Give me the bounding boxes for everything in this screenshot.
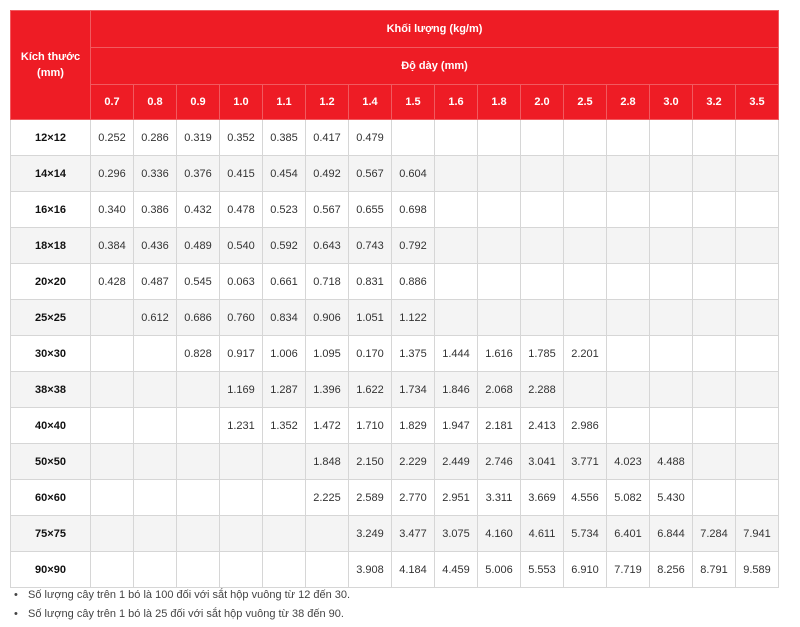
size-cell: 50×50 <box>11 444 91 480</box>
weight-cell <box>564 228 607 264</box>
weight-cell: 0.545 <box>177 264 220 300</box>
weight-cell: 0.604 <box>392 156 435 192</box>
weight-cell: 1.095 <box>306 336 349 372</box>
weight-cell: 0.417 <box>306 120 349 156</box>
weight-cell <box>650 336 693 372</box>
weight-cell: 7.284 <box>693 516 736 552</box>
weight-cell <box>564 192 607 228</box>
weight-cell: 2.288 <box>521 372 564 408</box>
thickness-cell: 3.5 <box>736 85 779 120</box>
weight-cell <box>650 228 693 264</box>
weight-cell <box>478 300 521 336</box>
weight-cell: 0.319 <box>177 120 220 156</box>
weight-cell <box>220 552 263 588</box>
thickness-cell: 1.4 <box>349 85 392 120</box>
weight-cell: 0.340 <box>91 192 134 228</box>
weight-cell <box>736 336 779 372</box>
weight-cell: 2.746 <box>478 444 521 480</box>
weight-cell: 9.589 <box>736 552 779 588</box>
weight-cell: 2.413 <box>521 408 564 444</box>
weight-cell <box>650 192 693 228</box>
weight-cell <box>134 516 177 552</box>
weight-cell <box>607 264 650 300</box>
weight-cell <box>607 336 650 372</box>
weight-cell <box>607 408 650 444</box>
weight-cell <box>134 444 177 480</box>
size-cell: 38×38 <box>11 372 91 408</box>
weight-cell: 4.023 <box>607 444 650 480</box>
weight-cell <box>693 264 736 300</box>
weight-cell <box>134 552 177 588</box>
weight-cell <box>134 372 177 408</box>
table-row <box>11 552 779 588</box>
weight-cell <box>650 120 693 156</box>
weight-cell <box>650 300 693 336</box>
size-cell: 16×16 <box>11 192 91 228</box>
weight-cell: 0.432 <box>177 192 220 228</box>
weight-cell: 3.075 <box>435 516 478 552</box>
weight-cell: 0.834 <box>263 300 306 336</box>
weight-cell <box>435 300 478 336</box>
thickness-header: Độ dày (mm) <box>91 48 779 85</box>
weight-cell: 1.375 <box>392 336 435 372</box>
size-cell: 12×12 <box>11 120 91 156</box>
thickness-cell: 0.8 <box>134 85 177 120</box>
weight-cell: 0.906 <box>306 300 349 336</box>
weight-cell <box>564 300 607 336</box>
weight-cell <box>693 120 736 156</box>
weight-cell <box>736 372 779 408</box>
weight-cell <box>220 444 263 480</box>
table-row <box>11 264 779 300</box>
weight-cell <box>693 336 736 372</box>
weight-cell: 1.444 <box>435 336 478 372</box>
weight-cell <box>435 156 478 192</box>
weight-cell: 2.951 <box>435 480 478 516</box>
weight-cell <box>306 552 349 588</box>
notes-list <box>10 586 350 624</box>
weight-cell: 8.256 <box>650 552 693 588</box>
weight-cell: 0.170 <box>349 336 392 372</box>
weight-cell <box>435 228 478 264</box>
weight-cell: 1.829 <box>392 408 435 444</box>
weight-cell: 2.201 <box>564 336 607 372</box>
note-item: • Số lượng cây trên 1 bó là 25 đối với sắt hộp vuông từ 38 đến 90. <box>28 605 350 624</box>
weight-cell: 5.082 <box>607 480 650 516</box>
weight-cell <box>177 480 220 516</box>
weight-cell <box>220 516 263 552</box>
thickness-cell: 3.0 <box>650 85 693 120</box>
weight-cell: 5.553 <box>521 552 564 588</box>
table-row <box>11 372 779 408</box>
weight-cell: 3.311 <box>478 480 521 516</box>
thickness-cell: 1.6 <box>435 85 478 120</box>
weight-cell <box>91 300 134 336</box>
weight-cell: 2.068 <box>478 372 521 408</box>
weight-cell: 1.734 <box>392 372 435 408</box>
weight-cell: 0.252 <box>91 120 134 156</box>
thickness-cell: 2.5 <box>564 85 607 120</box>
weight-cell: 6.844 <box>650 516 693 552</box>
weight-cell: 0.479 <box>349 120 392 156</box>
size-cell: 30×30 <box>11 336 91 372</box>
weight-cell: 1.051 <box>349 300 392 336</box>
weight-cell <box>177 372 220 408</box>
weight-cell <box>736 444 779 480</box>
weight-cell <box>177 516 220 552</box>
weight-cell <box>693 300 736 336</box>
thickness-cell: 0.7 <box>91 85 134 120</box>
size-cell: 40×40 <box>11 408 91 444</box>
weight-cell: 0.567 <box>306 192 349 228</box>
table-row <box>11 336 779 372</box>
weight-cell: 1.352 <box>263 408 306 444</box>
weight-cell: 6.401 <box>607 516 650 552</box>
weight-cell: 0.523 <box>263 192 306 228</box>
weight-cell <box>435 120 478 156</box>
weight-cell: 0.917 <box>220 336 263 372</box>
thickness-header-row <box>11 85 779 120</box>
weight-cell: 0.415 <box>220 156 263 192</box>
weight-cell <box>91 516 134 552</box>
weight-cell: 1.287 <box>263 372 306 408</box>
weight-cell: 2.770 <box>392 480 435 516</box>
weight-cell <box>91 408 134 444</box>
weight-cell <box>177 552 220 588</box>
weight-cell: 1.710 <box>349 408 392 444</box>
weight-cell: 3.669 <box>521 480 564 516</box>
weight-cell: 1.848 <box>306 444 349 480</box>
weight-cell: 2.986 <box>564 408 607 444</box>
table-row <box>11 408 779 444</box>
table-row <box>11 516 779 552</box>
weight-cell: 3.249 <box>349 516 392 552</box>
weight-cell <box>607 120 650 156</box>
weight-cell: 1.396 <box>306 372 349 408</box>
weight-cell <box>736 120 779 156</box>
thickness-cell: 3.2 <box>693 85 736 120</box>
weight-cell <box>736 264 779 300</box>
size-cell: 90×90 <box>11 552 91 588</box>
weight-cell: 3.041 <box>521 444 564 480</box>
weight-cell: 0.643 <box>306 228 349 264</box>
weight-cell <box>693 372 736 408</box>
weight-cell: 8.791 <box>693 552 736 588</box>
weight-cell <box>607 192 650 228</box>
weight-cell <box>521 228 564 264</box>
weight-cell: 0.352 <box>220 120 263 156</box>
steel-weight-table-container <box>10 10 779 588</box>
weight-cell <box>435 264 478 300</box>
weight-cell: 4.184 <box>392 552 435 588</box>
weight-cell: 1.616 <box>478 336 521 372</box>
weight-cell <box>91 444 134 480</box>
weight-cell: 0.828 <box>177 336 220 372</box>
weight-cell: 3.771 <box>564 444 607 480</box>
size-cell: 20×20 <box>11 264 91 300</box>
weight-cell: 0.760 <box>220 300 263 336</box>
table-row <box>11 300 779 336</box>
weight-cell <box>736 408 779 444</box>
weight-cell: 0.487 <box>134 264 177 300</box>
weight-cell: 2.229 <box>392 444 435 480</box>
weight-cell: 0.792 <box>392 228 435 264</box>
weight-cell: 3.477 <box>392 516 435 552</box>
weight-cell: 2.181 <box>478 408 521 444</box>
weight-cell <box>693 480 736 516</box>
table-row <box>11 228 779 264</box>
size-cell: 25×25 <box>11 300 91 336</box>
weight-cell <box>435 192 478 228</box>
weight-cell: 0.831 <box>349 264 392 300</box>
size-cell: 14×14 <box>11 156 91 192</box>
weight-cell: 7.719 <box>607 552 650 588</box>
weight-cell <box>91 480 134 516</box>
weight-cell <box>607 156 650 192</box>
weight-cell <box>134 480 177 516</box>
weight-cell: 1.169 <box>220 372 263 408</box>
weight-cell <box>478 228 521 264</box>
thickness-cell: 1.5 <box>392 85 435 120</box>
weight-cell: 0.436 <box>134 228 177 264</box>
weight-cell: 0.286 <box>134 120 177 156</box>
weight-cell <box>650 156 693 192</box>
weight-cell: 0.686 <box>177 300 220 336</box>
weight-cell <box>521 264 564 300</box>
weight-cell <box>91 552 134 588</box>
weight-cell: 6.910 <box>564 552 607 588</box>
weight-cell <box>607 228 650 264</box>
weight-cell: 0.385 <box>263 120 306 156</box>
weight-cell: 0.428 <box>91 264 134 300</box>
weight-cell: 5.006 <box>478 552 521 588</box>
thickness-cell: 0.9 <box>177 85 220 120</box>
size-column-header: Kích thước (mm) <box>11 11 91 120</box>
weight-cell: 0.540 <box>220 228 263 264</box>
weight-cell: 0.296 <box>91 156 134 192</box>
weight-cell <box>263 480 306 516</box>
mass-header: Khối lượng (kg/m) <box>91 11 779 48</box>
weight-cell <box>220 480 263 516</box>
weight-cell <box>607 300 650 336</box>
weight-cell <box>306 516 349 552</box>
weight-cell: 1.231 <box>220 408 263 444</box>
weight-cell <box>693 408 736 444</box>
weight-cell <box>91 336 134 372</box>
size-cell: 60×60 <box>11 480 91 516</box>
size-cell: 18×18 <box>11 228 91 264</box>
weight-cell: 0.489 <box>177 228 220 264</box>
weight-cell: 4.459 <box>435 552 478 588</box>
weight-cell: 0.655 <box>349 192 392 228</box>
weight-cell: 1.785 <box>521 336 564 372</box>
weight-cell: 0.743 <box>349 228 392 264</box>
weight-cell: 0.592 <box>263 228 306 264</box>
weight-cell <box>263 516 306 552</box>
weight-cell <box>650 408 693 444</box>
weight-cell: 3.908 <box>349 552 392 588</box>
weight-cell: 0.386 <box>134 192 177 228</box>
weight-cell <box>693 192 736 228</box>
thickness-cell: 1.1 <box>263 85 306 120</box>
weight-cell: 1.846 <box>435 372 478 408</box>
table-row <box>11 192 779 228</box>
weight-cell <box>607 372 650 408</box>
weight-cell <box>177 444 220 480</box>
weight-cell: 1.622 <box>349 372 392 408</box>
weight-cell <box>521 192 564 228</box>
thickness-cell: 2.8 <box>607 85 650 120</box>
weight-cell <box>736 300 779 336</box>
thickness-cell: 1.8 <box>478 85 521 120</box>
weight-cell <box>392 120 435 156</box>
weight-cell <box>521 156 564 192</box>
weight-cell <box>650 264 693 300</box>
weight-cell <box>564 120 607 156</box>
weight-cell <box>521 300 564 336</box>
weight-cell: 0.698 <box>392 192 435 228</box>
weight-cell: 1.122 <box>392 300 435 336</box>
weight-cell: 0.612 <box>134 300 177 336</box>
table-body <box>11 120 779 588</box>
table-row <box>11 120 779 156</box>
weight-cell <box>736 156 779 192</box>
weight-cell: 4.556 <box>564 480 607 516</box>
weight-cell <box>736 192 779 228</box>
thickness-cell: 1.2 <box>306 85 349 120</box>
thickness-cell: 1.0 <box>220 85 263 120</box>
weight-cell: 0.454 <box>263 156 306 192</box>
weight-cell: 1.472 <box>306 408 349 444</box>
weight-cell <box>478 264 521 300</box>
weight-cell: 2.589 <box>349 480 392 516</box>
weight-cell <box>134 336 177 372</box>
weight-cell: 4.160 <box>478 516 521 552</box>
weight-cell <box>263 444 306 480</box>
weight-cell: 4.488 <box>650 444 693 480</box>
weight-cell: 2.225 <box>306 480 349 516</box>
weight-cell <box>693 156 736 192</box>
weight-cell: 2.449 <box>435 444 478 480</box>
table-row <box>11 156 779 192</box>
weight-cell: 0.492 <box>306 156 349 192</box>
weight-cell: 1.006 <box>263 336 306 372</box>
weight-cell <box>91 372 134 408</box>
weight-cell <box>693 228 736 264</box>
weight-cell: 0.478 <box>220 192 263 228</box>
weight-cell: 0.384 <box>91 228 134 264</box>
weight-cell: 0.886 <box>392 264 435 300</box>
table-row <box>11 480 779 516</box>
weight-cell <box>650 372 693 408</box>
weight-cell: 4.611 <box>521 516 564 552</box>
weight-cell <box>736 228 779 264</box>
weight-cell: 2.150 <box>349 444 392 480</box>
table-row <box>11 444 779 480</box>
weight-cell <box>564 156 607 192</box>
weight-cell <box>736 480 779 516</box>
weight-cell: 7.941 <box>736 516 779 552</box>
weight-cell: 0.336 <box>134 156 177 192</box>
steel-weight-table <box>10 10 779 588</box>
weight-cell: 1.947 <box>435 408 478 444</box>
weight-cell <box>263 552 306 588</box>
weight-cell <box>693 444 736 480</box>
weight-cell: 0.063 <box>220 264 263 300</box>
weight-cell <box>521 120 564 156</box>
weight-cell <box>478 192 521 228</box>
weight-cell: 0.376 <box>177 156 220 192</box>
note-item: • Số lượng cây trên 1 bó là 100 đối với sắt hộp vuông từ 12 đến 30. <box>28 586 350 605</box>
thickness-cell: 2.0 <box>521 85 564 120</box>
weight-cell: 5.430 <box>650 480 693 516</box>
weight-cell <box>564 372 607 408</box>
weight-cell: 5.734 <box>564 516 607 552</box>
weight-cell: 0.567 <box>349 156 392 192</box>
weight-cell: 0.661 <box>263 264 306 300</box>
weight-cell <box>177 408 220 444</box>
weight-cell: 0.718 <box>306 264 349 300</box>
size-cell: 75×75 <box>11 516 91 552</box>
weight-cell <box>478 120 521 156</box>
weight-cell <box>478 156 521 192</box>
weight-cell <box>564 264 607 300</box>
weight-cell <box>134 408 177 444</box>
